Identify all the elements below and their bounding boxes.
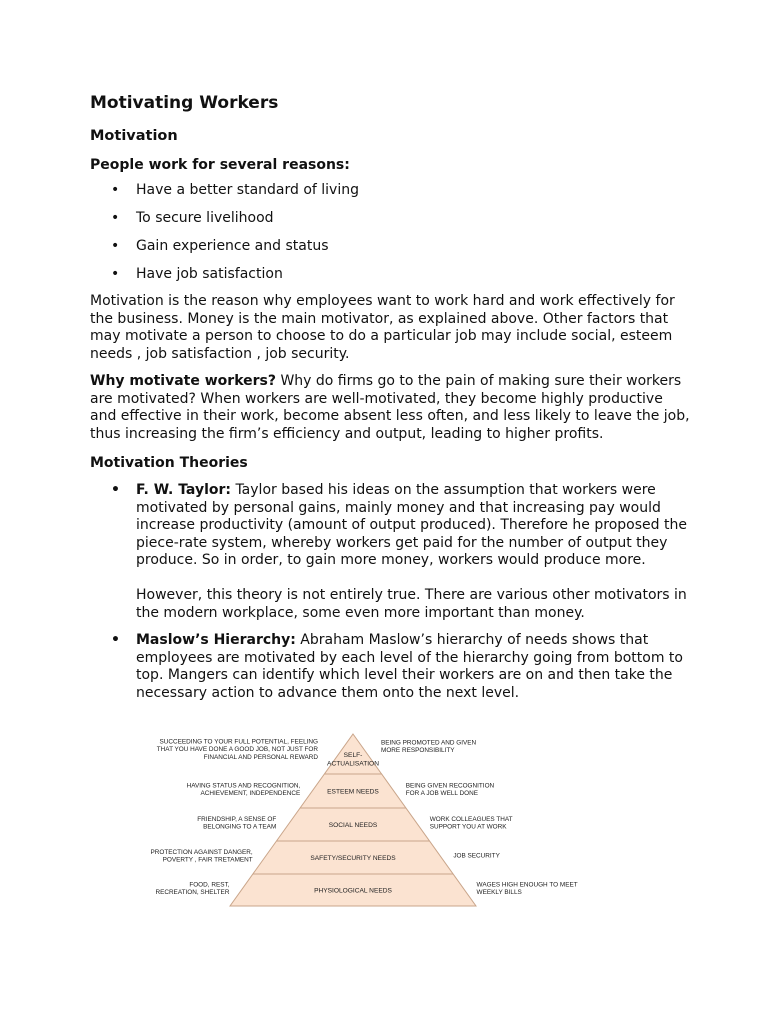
document-title: Motivating Workers bbox=[90, 93, 279, 113]
list-item-maslow bbox=[90, 632, 690, 702]
pyramid-right-note: BEING PROMOTED AND GIVEN MORE RESPONSIBILITY bbox=[381, 739, 477, 755]
maslow-text: Abraham Maslow’s hierarchy of needs shows that employees are motivated by each level of the hierarchy going from bottom to top. Mangers can identify which level their workers are on and then take the necessary action to advance them onto the next level. bbox=[136, 632, 683, 701]
taylor-text: Taylor based his ideas on the assumption that workers were motivated by personal gains, mainly money and that increasing pay would increase productivity (amount of output produced). Therefore he proposed the piece-rate system, whereby workers get paid for the number of output they produce. So in order, to gain more money, workers would produce more. bbox=[136, 482, 687, 568]
theories-list bbox=[90, 482, 690, 702]
pyramid-level-label: SELF-ACTUALISATION bbox=[327, 752, 379, 768]
pyramid-left-note: SUCCEEDING TO YOUR FULL POTENTIAL, FEELING THAT YOU HAVE DONE A GOOD JOB, NOT JUST FOR FINANCIAL AND PERSONAL REWARD bbox=[156, 738, 318, 761]
pyramid-right-note: JOB SECURITY bbox=[453, 852, 500, 860]
list-item: • Gain experience and status bbox=[90, 237, 690, 256]
pyramid-level-label: ESTEEM NEEDS bbox=[327, 788, 379, 796]
reasons-list bbox=[90, 181, 690, 284]
pyramid-right-note: BEING GIVEN RECOGNITION FOR A JOB WELL DONE bbox=[405, 782, 495, 798]
list-item: • To secure livelihood bbox=[90, 209, 690, 228]
pyramid-level-label: PHYSIOLOGICAL NEEDS bbox=[314, 887, 392, 895]
maslow-pyramid-diagram bbox=[150, 728, 580, 910]
pyramid-left-note: FOOD, REST, RECREATION, SHELTER bbox=[155, 881, 230, 897]
pyramid-level-label: SOCIAL NEEDS bbox=[328, 821, 378, 829]
theories-heading: Motivation Theories bbox=[90, 455, 248, 471]
pyramid-svg bbox=[150, 728, 580, 910]
list-item: • Have a better standard of living bbox=[90, 181, 690, 200]
why-text: Why do firms go to the pain of making sure their workers are motivated? When workers are well-motivated, they become highly productive and effective in their work, become absent less often, and less likely to leave the job, thus increasing the firm’s efficiency and output, leading to higher profits. bbox=[90, 373, 690, 442]
document-page bbox=[90, 92, 690, 712]
taylor-text-2: However, this theory is not entirely true. There are various other motivators in the modern workplace, some even more important than money. bbox=[136, 587, 687, 621]
why-paragraph bbox=[90, 373, 690, 443]
motivation-paragraph: Motivation is the reason why employees want to work hard and work effectively for the business. Money is the main motivator, as explained above. Other factors that may motivate a person to choose to do a particular job may include social, esteem needs , job satisfaction , job security. bbox=[90, 293, 675, 362]
why-label: Why motivate workers? bbox=[90, 373, 276, 389]
maslow-label: Maslow’s Hierarchy: bbox=[136, 632, 296, 648]
pyramid-left-note: HAVING STATUS AND RECOGNITION, ACHIEVEMENT, INDEPENDENCE bbox=[186, 782, 301, 798]
motivation-heading: Motivation bbox=[90, 128, 178, 144]
list-item-taylor bbox=[90, 482, 690, 622]
taylor-label: F. W. Taylor: bbox=[136, 482, 231, 498]
pyramid-right-note: WORK COLLEAGUES THAT SUPPORT YOU AT WORK bbox=[429, 815, 513, 831]
pyramid-left-note: PROTECTION AGAINST DANGER, POVERTY , FAIR TRETAMENT bbox=[150, 848, 253, 864]
pyramid-level-label: SAFETY/SECURITY NEEDS bbox=[310, 854, 396, 862]
pyramid-left-note: FRIENDSHIP, A SENSE OF BELONGING TO A TEAM bbox=[197, 815, 277, 831]
pyramid-right-note: WAGES HIGH ENOUGH TO MEET WEEKLY BILLS bbox=[476, 881, 578, 897]
reasons-lead: People work for several reasons: bbox=[90, 157, 350, 173]
list-item: • Have job satisfaction bbox=[90, 265, 690, 284]
